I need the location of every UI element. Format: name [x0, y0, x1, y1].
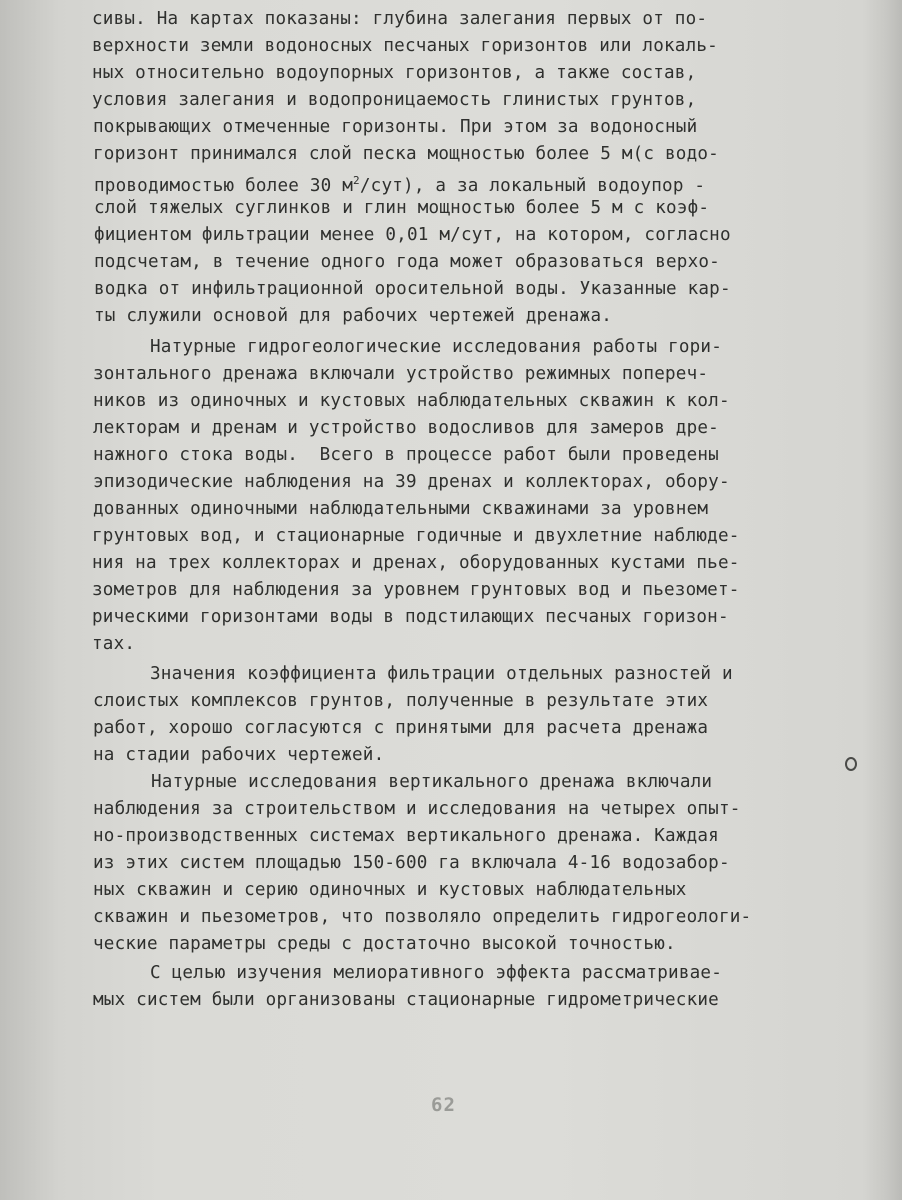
text-line: зометров для наблюдения за уровнем грунтовых вод и пьезомет-	[92, 580, 740, 600]
text-line: на стадии рабочих чертежей.	[93, 745, 385, 765]
text-line: лекторам и дренам и устройство водосливов для замеров дре-	[93, 418, 719, 438]
text-line: наблюдения за строительством и исследования на четырех опыт-	[93, 799, 741, 819]
page-number: 62	[431, 1094, 456, 1116]
text-line: но-производственных системах вертикального дренажа. Каждая	[93, 826, 719, 846]
text-line: из этих систем площадью 150-600 га включала 4-16 водозабор-	[93, 853, 730, 873]
text-line: рическими горизонтами воды в подстилающих песчаных горизон-	[92, 607, 729, 627]
text-line: дованных одиночными наблюдательными скважинами за уровнем	[93, 499, 709, 519]
margin-circle-mark	[845, 757, 857, 771]
superscript: 2	[353, 174, 360, 187]
text-line: водка от инфильтрационной оросительной воды. Указанные кар-	[94, 279, 731, 299]
paragraph-first-line: Натурные гидрогеологические исследования работы гори-	[150, 337, 722, 357]
text-line: ных относительно водоупорных горизонтов, а также состав,	[92, 63, 697, 83]
text-line: условия залегания и водопроницаемость глинистых грунтов,	[92, 90, 697, 110]
text-line: верхности земли водоносных песчаных горизонтов или локаль-	[92, 36, 718, 56]
text-line: зонтального дренажа включали устройство режимных попереч-	[93, 364, 709, 384]
text-fragment: проводимостью более 30 м	[94, 176, 354, 196]
text-line: подсчетам, в течение одного года может образоваться верхо-	[94, 252, 720, 272]
paragraph-first-line: Натурные исследования вертикального дренажа включали	[151, 772, 713, 792]
text-line: ных скважин и серию одиночных и кустовых наблюдательных	[93, 880, 687, 900]
text-line: мых систем были организованы стационарные гидрометрические	[93, 990, 719, 1010]
text-line: покрывающих отмеченные горизонты. При этом за водоносный	[93, 117, 698, 137]
text-line: нажного стока воды. Всего в процессе работ были проведены	[93, 445, 719, 465]
text-line: ты служили основой для рабочих чертежей дренажа.	[94, 306, 613, 326]
paragraph-first-line: Значения коэффициента фильтрации отдельных разностей и	[150, 664, 733, 684]
text-line: ния на трех коллекторах и дренах, оборудованных кустами пье-	[92, 553, 740, 573]
paragraph-first-line: С целью изучения мелиоративного эффекта рассматривае-	[150, 963, 722, 983]
text-line: эпизодические наблюдения на 39 дренах и коллекторах, обору-	[93, 472, 730, 492]
page-shadow-left	[0, 0, 60, 1200]
text-line: ников из одиночных и кустовых наблюдательных скважин к кол-	[93, 391, 730, 411]
text-line: работ, хорошо согласуются с принятыми для расчета дренажа	[93, 718, 709, 738]
text-line: сивы. На картах показаны: глубина залегания первых от по-	[92, 9, 708, 29]
page-shadow-right	[862, 0, 902, 1200]
text-line: грунтовых вод, и стационарные годичные и двухлетние наблюде-	[92, 526, 740, 546]
text-fragment: /сут), а за локальный водоупор -	[359, 176, 706, 196]
text-line: слой тяжелых суглинков и глин мощностью более 5 м с коэф-	[94, 198, 710, 218]
text-line: фициентом фильтрации менее 0,01 м/сут, на котором, согласно	[94, 225, 731, 245]
text-line: слоистых комплексов грунтов, полученные в результате этих	[93, 691, 709, 711]
text-line: ческие параметры среды с достаточно высокой точностью.	[93, 934, 676, 954]
text-line: горизонт принимался слой песка мощностью более 5 м(с водо-	[93, 144, 719, 164]
text-line-with-superscript	[94, 171, 705, 196]
text-line: тах.	[92, 634, 136, 654]
text-line: скважин и пьезометров, что позволяло определить гидрогеологи-	[93, 907, 752, 927]
